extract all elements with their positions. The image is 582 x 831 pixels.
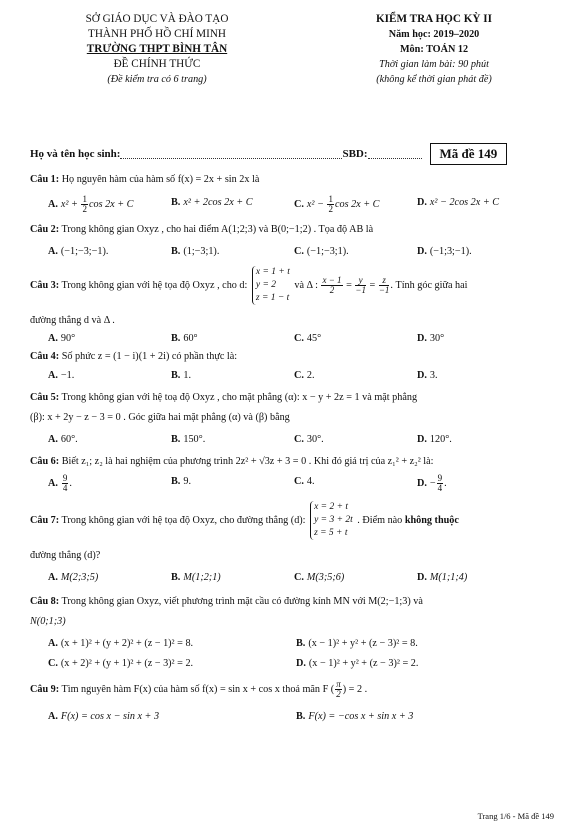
option-b[interactable]: B. 1. (171, 370, 191, 381)
question-2 (30, 222, 552, 238)
exam-duration: Thời gian làm bài: 90 phút (379, 59, 489, 70)
option-letter: D. (417, 434, 427, 445)
exam-title: KIỂM TRA HỌC KỲ II (375, 13, 493, 25)
option-d[interactable]: D. (−1;3;−1). (417, 246, 472, 257)
fraction: $\frac{y}{-1}$ (355, 275, 366, 295)
student-info-line (30, 140, 552, 168)
question-4-options (48, 368, 552, 384)
question-2-options (48, 244, 552, 260)
department-name: SỞ GIÁO DỤC VÀ ĐÀO TẠO (85, 13, 229, 25)
option-c[interactable]: C. 2. (294, 370, 315, 381)
question-text: Trong không gian Oxyz, viết phương trình mặt cầu có đường kính MN với M(2;−1;3) và (61, 596, 423, 607)
option-c[interactable]: C. 4. (294, 476, 315, 487)
option-letter: B. (171, 246, 181, 257)
question-label: Câu 4: (30, 351, 60, 362)
official-label: ĐỀ CHÍNH THỨC (113, 58, 201, 70)
option-letter: D. (417, 572, 427, 583)
question-8-options-row2 (48, 656, 552, 672)
question-7-continued: đường thẳng (d)? (30, 550, 101, 561)
question-text: Tìm nguyên hàm F(x) của hàm số f(x) = sin x + cos x thoả mãn F (61, 683, 329, 695)
option-letter: B. (296, 638, 306, 649)
option-letter: D. (417, 246, 427, 257)
sbd-field[interactable] (368, 150, 422, 159)
option-a[interactable]: A. 90° (48, 333, 76, 344)
question-9: Câu 9: Tìm nguyên hàm F(x) của hàm số f(x) = sin x + cos x thoả mãn F ( $\frac{\pi}{2}$ ) = 2 . (30, 679, 368, 699)
option-letter: B. (171, 476, 181, 487)
option-letter: C. (294, 333, 304, 344)
question-label: Câu 5: (30, 392, 60, 403)
fraction: $\frac{1}{2}$ (82, 194, 87, 214)
option-a[interactable]: A. (−1;−3;−1). (48, 246, 109, 257)
option-a[interactable]: A. 60°. (48, 434, 78, 445)
option-letter: B. (296, 711, 306, 722)
option-c[interactable]: C. x² − $\frac{1}{2}$ cos 2x + C (294, 194, 380, 214)
question-text: Biết z₁; z₂ là hai nghiệm của phương trình 2z² + √3z + 3 = 0 . Khi đó giá trị của z₁² + z₂² là: (61, 456, 434, 467)
duration-note: (không kể thời gian phát đề) (376, 74, 492, 85)
option-b[interactable]: B. 60° (171, 333, 198, 344)
question-label: Câu 2: (30, 224, 60, 235)
option-d[interactable]: D. (x − 1)² + y² + (z − 3)² = 2. (296, 658, 419, 669)
option-a[interactable]: A. −1. (48, 370, 75, 381)
fraction: $\frac{x - 1}{2}$ (322, 275, 342, 295)
option-b[interactable]: B. M(1;2;1) (171, 572, 221, 583)
question-8 (30, 594, 552, 610)
option-b[interactable]: B. (x − 1)² + y² + (z − 3)² = 8. (296, 638, 418, 649)
option-letter: D. (296, 658, 306, 669)
option-a[interactable]: A. M(2;3;5) (48, 572, 99, 583)
question-3: Câu 3: Trong không gian với hệ tọa độ Oxyz , cho d: x = 1 + t y = 2 z = 1 − t và Δ : $\frac{x - 1}{2}$ = $\frac{y}{-1}$ = $\frac{z}{-1}$ . Tính góc giữa hai (30, 267, 468, 303)
option-letter: A. (48, 198, 58, 210)
question-8-continued: N(0;1;3) (30, 616, 66, 627)
school-name: TRƯỜNG THPT BÌNH TÂN (86, 43, 228, 55)
question-text: Trong không gian Oxyz , cho hai điểm A(1;2;3) và B(0;−1;2) . Tọa độ AB là (61, 224, 374, 235)
pages-note: (Đề kiểm tra có 6 trang) (107, 74, 207, 85)
fraction: $\frac{\pi}{2}$ (336, 679, 341, 699)
option-letter: A. (48, 246, 58, 257)
option-c[interactable]: C. (−1;−3;1). (294, 246, 349, 257)
question-label: Câu 9: (30, 683, 60, 695)
option-d[interactable]: D. 30° (417, 333, 445, 344)
option-c[interactable]: C. M(3;5;6) (294, 572, 345, 583)
option-letter: A. (48, 572, 58, 583)
option-d[interactable]: D. − $\frac{9}{4}$ . (417, 473, 447, 493)
option-d[interactable]: D. 3. (417, 370, 438, 381)
city-name: THÀNH PHỐ HỒ CHÍ MINH (88, 28, 226, 40)
option-a[interactable]: A. (x + 1)² + (y + 2)² + (z − 1)² = 8. (48, 638, 194, 649)
student-name-label: Họ và tên học sinh: (30, 148, 121, 160)
option-letter: C. (294, 476, 304, 487)
option-a[interactable]: A. x² + $\frac{1}{2}$ cos 2x + C (48, 194, 134, 214)
exam-header (30, 12, 552, 120)
option-letter: A. (48, 370, 58, 381)
question-1-options (48, 195, 552, 214)
option-c[interactable]: C. 45° (294, 333, 322, 344)
question-3-options (48, 331, 552, 347)
question-8-options-row1 (48, 636, 552, 652)
option-letter: D. (417, 197, 427, 208)
question-label: Câu 3: (30, 279, 60, 291)
option-letter: C. (294, 572, 304, 583)
option-letter: A. (48, 711, 58, 722)
option-letter: B. (171, 434, 181, 445)
option-letter: D. (417, 477, 427, 489)
option-b[interactable]: B. (1;−3;1). (171, 246, 220, 257)
line-d-system: x = 1 + t y = 2 z = 1 − t (252, 266, 290, 305)
option-d[interactable]: D. M(1;1;4) (417, 572, 468, 583)
question-5 (30, 390, 552, 406)
school-year: Năm học: 2019–2020 (388, 29, 480, 40)
option-c[interactable]: C. (x + 2)² + (y + 1)² + (z − 3)² = 2. (48, 658, 194, 669)
option-letter: C. (294, 370, 304, 381)
option-letter: C. (294, 434, 304, 445)
exam-code-box: Mã đề 149 (430, 143, 508, 165)
option-letter: A. (48, 638, 58, 649)
option-letter: B. (171, 333, 181, 344)
question-label: Câu 6: (30, 456, 60, 467)
option-b[interactable]: B. F(x) = −cos x + sin x + 3 (296, 711, 414, 722)
fraction: $\frac{z}{-1}$ (378, 275, 390, 295)
question-label: Câu 1: (30, 174, 60, 185)
option-d[interactable]: D. x² − 2cos 2x + C (417, 197, 500, 208)
option-b[interactable]: B. x² + 2cos 2x + C (171, 197, 253, 208)
question-text: Số phức z = (1 − i)(1 + 2i) có phần thực là: (61, 351, 238, 362)
question-6 (30, 454, 552, 470)
question-label: Câu 8: (30, 596, 60, 607)
fraction: $\frac{9}{4}$ (62, 473, 68, 493)
option-letter: C. (294, 246, 304, 257)
question-1 (30, 172, 552, 188)
option-letter: B. (171, 572, 181, 583)
option-d[interactable]: D. 120°. (417, 434, 452, 445)
question-5-continued: (β): x + 2y − z − 3 = 0 . Góc giữa hai mặt phẳng (α) và (β) bằng (30, 412, 290, 423)
header-left (34, 12, 280, 120)
question-label: Câu 7: (30, 514, 60, 526)
option-b[interactable]: B. 9. (171, 476, 191, 487)
option-letter: A. (48, 333, 58, 344)
question-text: Họ nguyên hàm của hàm số f(x) = 2x + sin 2x là (61, 174, 260, 185)
question-7-options (48, 570, 552, 586)
subject: Môn: TOÁN 12 (399, 44, 469, 55)
option-c[interactable]: C. 30°. (294, 434, 324, 445)
question-7: Câu 7: Trong không gian với hệ tọa độ Oxyz, cho đường thẳng (d): x = 2 + t y = 3 + 2t z = 5 + t . Điểm nào không thuộc (30, 502, 459, 538)
option-a[interactable]: A. $\frac{9}{4}$ . (48, 473, 72, 493)
option-letter: A. (48, 477, 58, 489)
question-3-continued: đường thẳng d và Δ . (30, 315, 115, 326)
question-9-options (48, 709, 552, 725)
header-right (318, 12, 550, 120)
sbd-label: SBD: (342, 148, 368, 160)
option-letter: B. (171, 197, 181, 208)
option-letter: D. (417, 370, 427, 381)
page-footer: Trang 1/6 - Mã đề 149 (477, 811, 554, 821)
question-6-options (48, 474, 552, 493)
option-a[interactable]: A. F(x) = cos x − sin x + 3 (48, 711, 160, 722)
option-letter: C. (48, 658, 58, 669)
question-4 (30, 349, 552, 365)
question-text: Trong không gian với hệ toạ độ Oxyz , cho mặt phẳng (α): x − y + 2z = 1 và mặt phẳng (61, 392, 418, 403)
question-5-options (48, 432, 552, 448)
option-b[interactable]: B. 150°. (171, 434, 206, 445)
fraction: $\frac{1}{2}$ (328, 194, 333, 214)
student-name-field[interactable] (120, 150, 342, 159)
option-letter: C. (294, 198, 304, 210)
option-letter: B. (171, 370, 181, 381)
option-letter: A. (48, 434, 58, 445)
option-letter: D. (417, 333, 427, 344)
line-d-system: x = 2 + t y = 3 + 2t z = 5 + t (310, 501, 353, 540)
emphasis-not-on-line: không thuộc (404, 514, 459, 526)
fraction: $\frac{9}{4}$ (437, 473, 443, 493)
